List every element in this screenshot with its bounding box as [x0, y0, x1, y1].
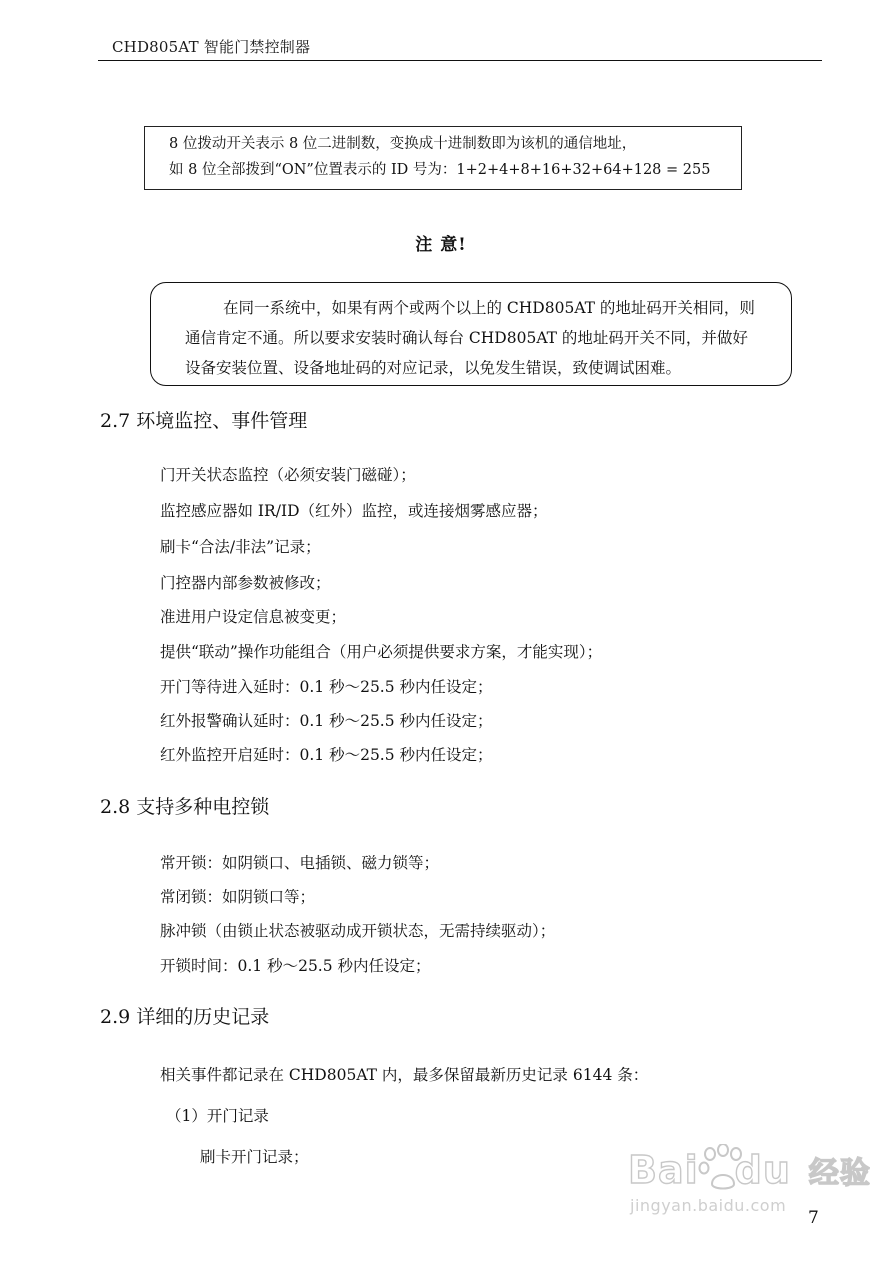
- section-2-7-item: 准进用户设定信息被变更；: [160, 608, 347, 626]
- section-2-8-heading: 2.8 支持多种电控锁: [100, 796, 270, 818]
- section-2-7-item: 刷卡“合法/非法”记录；: [160, 538, 321, 556]
- page-number: 7: [808, 1208, 819, 1228]
- watermark-url: jingyan.baidu.com: [630, 1196, 787, 1215]
- section-2-8-item: 常开锁：如阴锁口、电插锁、磁力锁等；: [160, 854, 440, 872]
- section-2-7-item: 门开关状态监控（必须安装门磁碰）；: [160, 466, 416, 484]
- section-2-8-item: 常闭锁：如阴锁口等；: [160, 888, 316, 906]
- section-2-8-item: 开锁时间：0.1 秒～25.5 秒内任设定；: [160, 957, 431, 975]
- header-rule: [98, 60, 822, 61]
- dip-switch-note-line-2: 如 8 位全部拨到“ON”位置表示的 ID 号为：1+2+4+8+16+32+64+128 = 255: [169, 162, 711, 178]
- dip-switch-note-line-1: 8 位拨动开关表示 8 位二进制数，变换成十进制数即为该机的通信地址，: [169, 136, 637, 152]
- section-2-7-item: 监控感应器如 IR/ID（红外）监控，或连接烟雾感应器；: [160, 502, 548, 520]
- notice-title: 注 意!: [415, 235, 467, 255]
- notice-line-2: 通信肯定不通。所以要求安装时确认每台 CHD805AT 的地址码开关不同，并做好: [185, 329, 748, 347]
- section-2-9-intro: 相关事件都记录在 CHD805AT 内，最多保留最新历史记录 6144 条：: [160, 1066, 649, 1084]
- section-2-7-item: 红外报警确认延时：0.1 秒～25.5 秒内任设定；: [160, 712, 493, 730]
- section-2-7-item: 开门等待进入延时：0.1 秒～25.5 秒内任设定；: [160, 678, 493, 696]
- section-2-7-item: 红外监控开启延时：0.1 秒～25.5 秒内任设定；: [160, 746, 493, 764]
- section-2-9-subheading: （1）开门记录: [166, 1107, 269, 1125]
- dip-switch-note-box: [144, 126, 742, 190]
- section-2-7-item: 门控器内部参数被修改；: [160, 574, 331, 592]
- section-2-9-heading: 2.9 详细的历史记录: [100, 1006, 270, 1028]
- section-2-7-item: 提供“联动”操作功能组合（用户必须提供要求方案，才能实现）；: [160, 643, 603, 661]
- watermark-logo-text: Bai du 经验: [628, 1148, 871, 1192]
- section-2-8-item: 脉冲锁（由锁止状态被驱动成开锁状态，无需持续驱动）；: [160, 922, 556, 940]
- notice-line-3: 设备安装位置、设备地址码的对应记录，以免发生错误，致使调试困难。: [185, 359, 682, 377]
- baidu-jingyan-watermark: [628, 1146, 871, 1226]
- section-2-7-heading: 2.7 环境监控、事件管理: [100, 410, 308, 432]
- notice-line-1: 在同一系统中，如果有两个或两个以上的 CHD805AT 的地址码开关相同，则: [223, 299, 755, 317]
- notice-box: [150, 282, 792, 386]
- section-2-9-subitem: 刷卡开门记录；: [200, 1148, 309, 1166]
- header-title: CHD805AT 智能门禁控制器: [112, 38, 311, 56]
